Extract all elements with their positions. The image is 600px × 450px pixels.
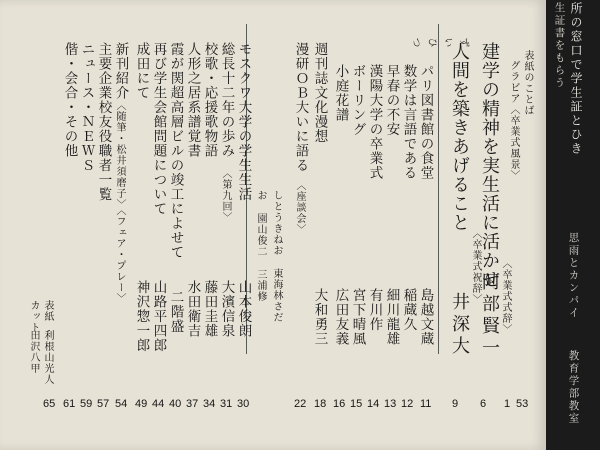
toc-note: 〈卒業式式辞〉 (500, 258, 511, 335)
toc-author: 井深大 (449, 292, 470, 358)
toc-entry-hanyang[interactable]: 漢陽大学の卒業式 (366, 64, 383, 180)
toc-entry-student-hall[interactable]: 再び学生会館問題について (150, 42, 167, 216)
page-number: 18 (314, 398, 327, 410)
toc-entry-early-spring[interactable]: 早春の不安 (383, 64, 400, 137)
toc-entry-school-songs[interactable]: 校歌・応援歌物語 (201, 42, 218, 158)
toc-entry-building-people[interactable]: 人間を築きあげること (449, 42, 470, 232)
toc-entry-math-language[interactable]: 数学は言語である (400, 64, 417, 180)
page-number: 22 (294, 398, 307, 410)
page-number: 54 (115, 398, 128, 410)
toc-author: 山路平四郎 (150, 280, 167, 353)
toc-entry-alumni-list[interactable]: 主要企業校友役職者一覧 (95, 42, 112, 202)
toc-entry-founding-spirit[interactable]: 建学の精神を実生活に活かせ (479, 42, 500, 289)
toc-author: 稲蔵久 (400, 288, 417, 332)
credit-cut-label: カット (28, 300, 39, 333)
section-heading-essays: ずいひつ (406, 35, 470, 46)
toc-entry-garden[interactable]: 小庭花譜 (332, 64, 349, 122)
toc-author: 細川龍雄 (383, 288, 400, 346)
toc-author: 阿部賢一 (479, 272, 500, 360)
page-number: 59 (80, 398, 93, 410)
toc-author: 神沢惣一郎 (133, 280, 150, 353)
page-number: 40 (169, 398, 182, 410)
toc-entry-narita[interactable]: 成田にて (133, 42, 150, 100)
toc-entry-gravure[interactable]: グラビア〈卒業式風景〉 (508, 60, 519, 181)
toc-author: 広田友義 (332, 288, 349, 346)
toc-entry-news[interactable]: ニュース・ＮＥＷＳ (78, 42, 95, 173)
page-number: 65 (43, 398, 56, 410)
toc-entry-paris-library[interactable]: パリ図書館の食堂 (417, 64, 434, 180)
page-number: 37 (186, 398, 199, 410)
toc-author: 山本俊朗 (235, 280, 252, 338)
page-number: 44 (152, 398, 165, 410)
toc-author: しとうきねお 東海林さだお 園山俊二 三浦修 (255, 190, 282, 323)
page-number: 9 (452, 398, 459, 410)
page-number: 15 (350, 398, 363, 410)
credit-cover-label: 表紙 (42, 300, 53, 322)
page-number: 1 (504, 398, 511, 410)
facing-page-caption: 思雨とカンパイ (567, 232, 580, 320)
toc-author: 二階盛 (167, 290, 184, 334)
page-number: 53 (516, 398, 529, 410)
page-number: 16 (333, 398, 346, 410)
toc-author: 藤田圭雄 (201, 280, 218, 338)
toc-author: 島越文蔵 (417, 288, 434, 346)
page-number: 57 (97, 398, 110, 410)
page-number: 11 (420, 398, 432, 410)
page-number: 30 (237, 398, 250, 410)
facing-page-edge (546, 0, 600, 450)
page-number: 49 (135, 398, 148, 410)
toc-entry-meetings[interactable]: 偕・会合・その他 (61, 42, 78, 158)
toc-entry-new-books[interactable]: 新刊紹介 (112, 42, 129, 100)
toc-entry-manken-ob[interactable]: 漫研ＯＢ大いに語る (292, 42, 309, 173)
page-number: 13 (384, 398, 397, 410)
toc-note: 〈随筆・松井須磨子〉〈フェア・プレー〉 (114, 100, 125, 304)
toc-author: 大和勇三 (311, 288, 328, 346)
toc-entry-doll-lineage[interactable]: 人形之居系譜覚書 (184, 42, 201, 158)
page-number: 61 (63, 398, 76, 410)
column-rule (438, 24, 439, 354)
page-number: 34 (203, 398, 216, 410)
credit-cover-artist: 利根山光人 (42, 330, 53, 385)
facing-page-caption-bottom: 教育学部教室 (567, 350, 580, 425)
toc-note: 〈卒業式祝辞〉 (470, 228, 481, 305)
toc-entry-kasumigaseki[interactable]: 霞が関超高層ビルの竣工によせて (167, 42, 184, 260)
toc-author: 宮下晴風 (349, 288, 366, 346)
toc-note: 〈第九回〉 (220, 168, 231, 223)
toc-author: 水田衛吉 (184, 280, 201, 338)
page-number: 12 (401, 398, 414, 410)
toc-entry-bowling[interactable]: ボーリング (349, 64, 366, 137)
toc-author: 有川作 (366, 288, 383, 332)
toc-entry-cover-words[interactable]: 表紙のことば (522, 50, 533, 116)
facing-page-headline: 所の窓口で学生証とひき (569, 2, 583, 156)
credit-cut-artist: 田沢八甲 (28, 330, 39, 374)
toc-note: 〈座談会〉 (294, 180, 305, 235)
toc-entry-weekly-culture[interactable]: 週刊誌文化漫想 (311, 42, 328, 144)
toc-entry-president-12yrs[interactable]: 総長十二年の歩み (218, 42, 235, 158)
page-number: 31 (220, 398, 233, 410)
facing-page-subline: 生証書をもらう (553, 2, 566, 90)
page-number: 14 (367, 398, 380, 410)
toc-author: 大濱信泉 (218, 280, 235, 338)
toc-entry-moscow-univ[interactable]: モスクワ大学の学生生活 (235, 42, 252, 202)
page-number: 6 (480, 398, 487, 410)
